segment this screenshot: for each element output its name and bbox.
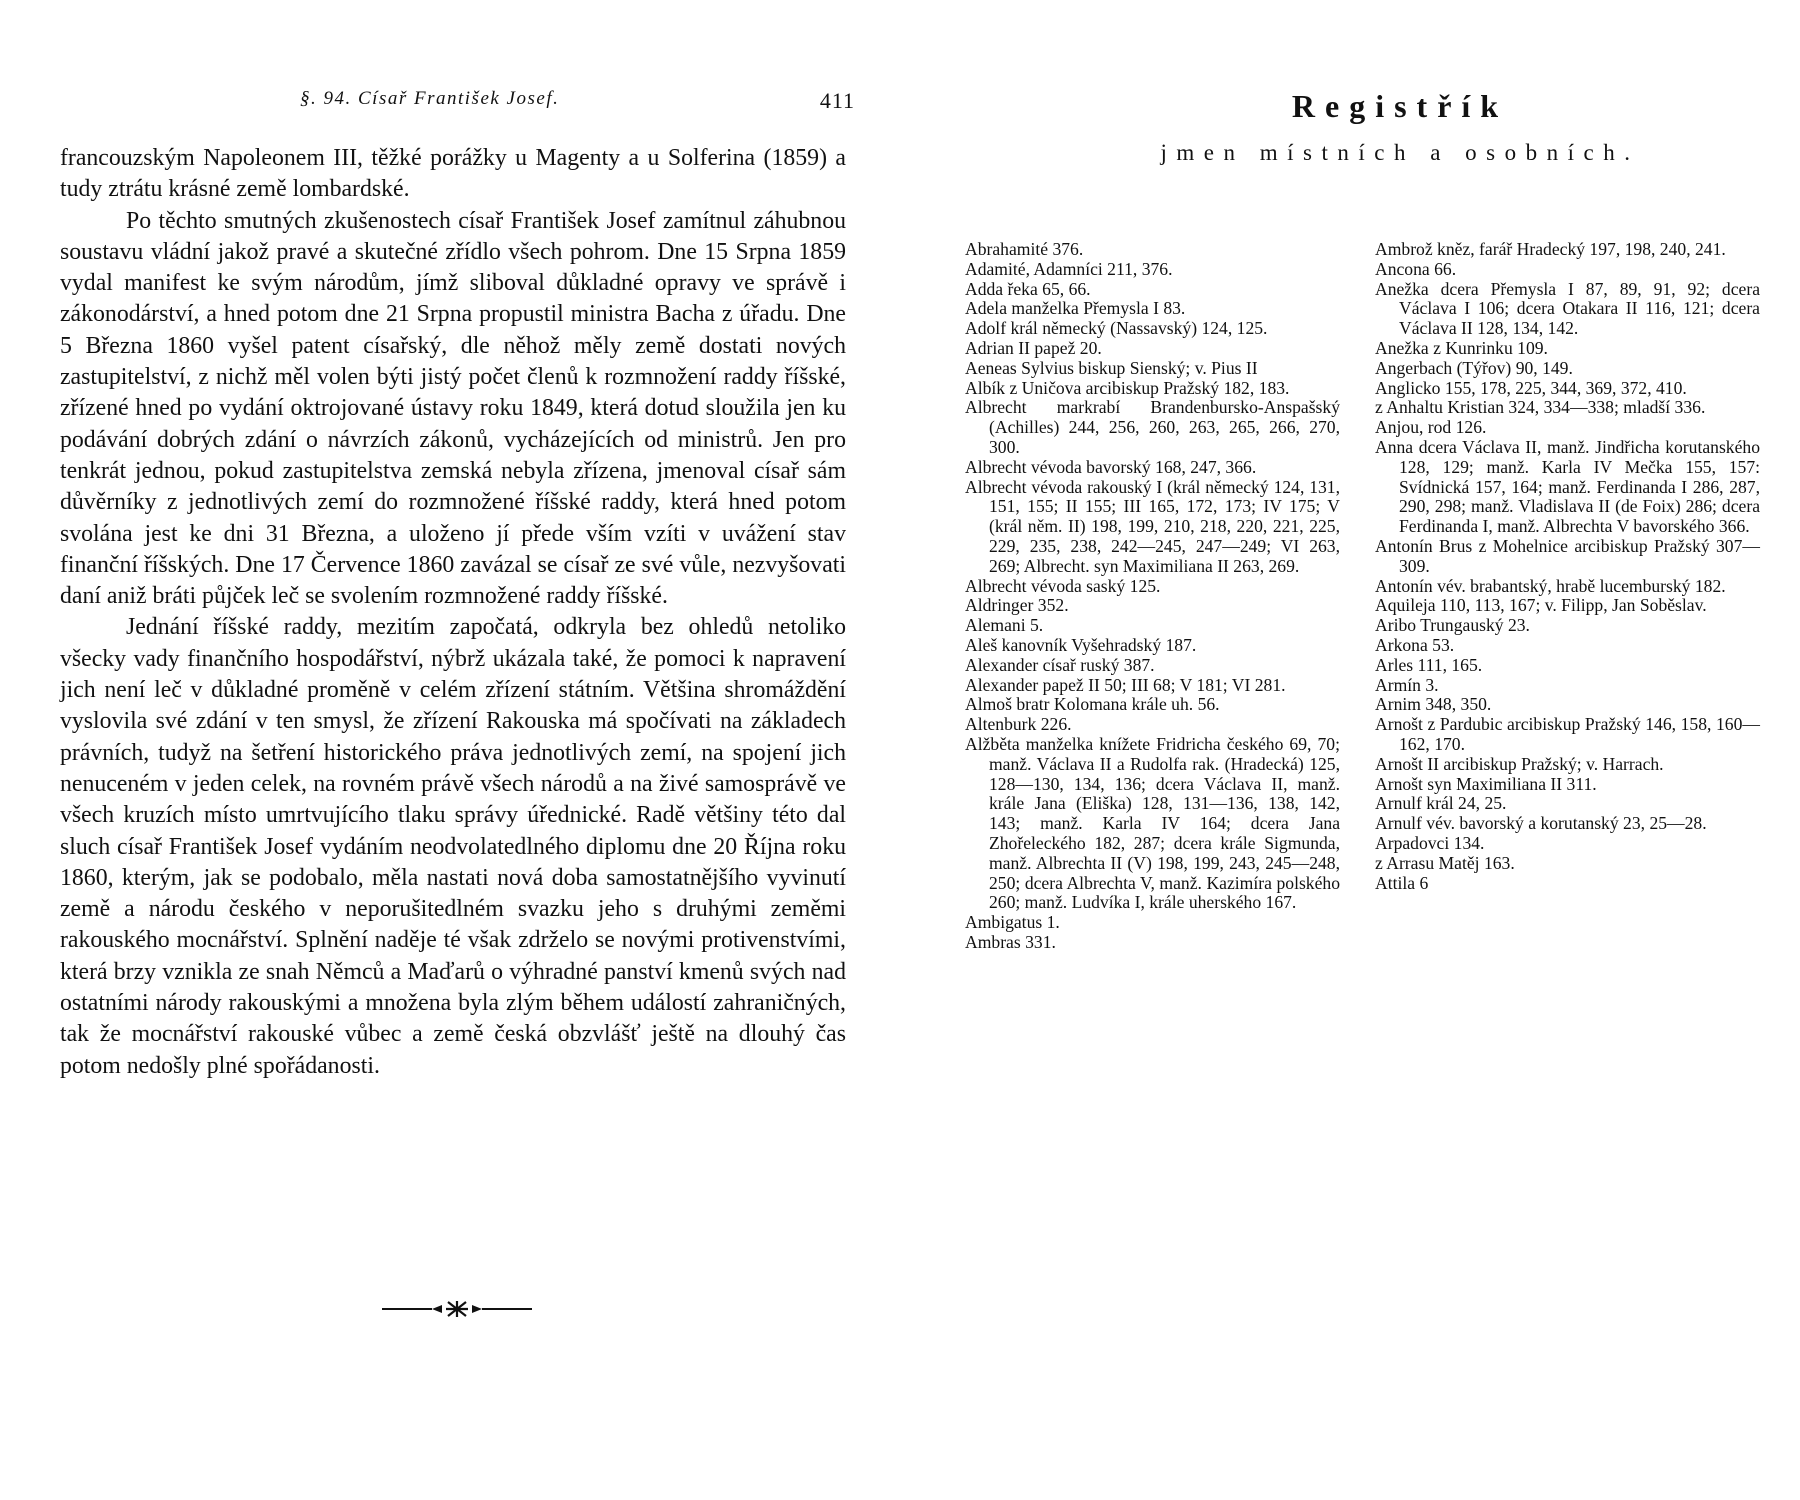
register-entry: Angerbach (Týřov) 90, 149.: [1375, 357, 1573, 378]
register-entry: Albrecht vévoda rakouský I (král německý 124, 131, 151, 155; II 155; III 165, 172, 173; IV 175; V (král něm. II) 198, 199, 210, 218, 220, 221, 225, 229, 235, 238, 242—245, 247—249; VI 263, 269; Albrecht. syn Maximiliana II 263, 269.: [965, 476, 1340, 576]
paragraph: francouzským Napoleonem III, těžké porážky u Magenty a u Solferina (1859) a tudy ztrátu krásné země lombardské.: [60, 145, 846, 203]
register-entry: Aribo Trungauský 23.: [1375, 615, 1530, 636]
end-ornament-icon: [382, 1297, 532, 1321]
register-entry: Antonín Brus z Mohelnice arcibiskup Pražský 307—309.: [1375, 535, 1760, 576]
register-entry: Alexander císař ruský 387.: [965, 654, 1155, 675]
register-entry: Ambrož kněz, farář Hradecký 197, 198, 240, 241.: [1375, 239, 1726, 259]
register-entry: Arnošt z Pardubic arcibiskup Pražský 146, 158, 160—162, 170.: [1375, 714, 1760, 754]
register-entry: Alemani 5.: [965, 615, 1044, 636]
register-subtitle: jmen místních a osobních.: [1160, 140, 1640, 165]
register-entry: Albrecht vévoda bavorský 168, 247, 366.: [965, 456, 1257, 477]
register-column-2: [1375, 240, 1760, 893]
register-column-1: [965, 240, 1340, 953]
paragraph: Po těchto smutných zkušenostech císař František Josef zamítnul záhubnou soustavu vládní jakož pravé a skutečné zřídlo všech pohrom. Dne 15 Srpna 1859 vydal manifest ke svým národům, jímž sliboval důkladné opravy ve správě i zákonodárství, a hned potom dne 21 Srpna propustil ministra Bacha z úřadu. Dne 5 Března 1860 vyšel patent císařský, dle něhož měly země dostati nových zastupitelství, z nichž měl volen býti jistý počet členů k rozmnožení raddy říšské, zřízené hned po vydání oktrojované ústavy roku 1849, která dotud sloužila jen ku podávání dobrých zdání o návrzích zákonů, vycházejících od ministrů. Jen pro tenkrát jednou, pokud zastupitelstva zemská nebyla zřízena, jmenoval císař sám důvěrníky z jednotlivých zemí do rozmnožené říšské raddy, která hned potom svolána jest ke dni 31 Března, a uloženo jí přede vším vzíti v uvážení stav finanční říšských. Dne 17 Července 1860 zavázal se císař ze své vůle, nezvyšovati daní aniž bráti půjček leč se svolením rozmnožené raddy říšské.: [60, 207, 846, 610]
register-entry: Albrecht markrabí Brandenbursko-Anspašský (Achilles) 244, 256, 260, 263, 265, 266, 270, 300.: [965, 397, 1340, 457]
register-entry: Arkona 53.: [1375, 634, 1455, 655]
register-entry: Anežka z Kunrinku 109.: [1375, 337, 1548, 358]
register-entry: Aldringer 352.: [965, 595, 1069, 616]
register-entry: Aleš kanovník Vyšehradský 187.: [965, 634, 1197, 655]
paragraph: Jednání říšské raddy, mezitím započatá, odkryla bez ohledů netoliko všecky vady finančního hospodářství, nýbrž ukázala také, že pomoci k napravení jich není leč v důkladné proměně v celém zřízení státním. Většina shromáždění vyslovila své zdání v ten smysl, že zřízení Rakouska má spočívati na základech právních, tudyž na šetření historického práva jednotlivých zemí, na spojení jich nenuceném v jeden celek, na rovném právě všech národů a na živé samosprávě ve všech kruzích místo umrtvujícího tlaku správy úřednické. Radě většiny této dal sluch císař František Josef vydáním neodvolatedlného diplomu dne 20 Října roku 1860, kterým, jak se podobalo, měla nastati nová doba samostatnějšího vyvinutí země a národu českého v neporušitedlném svazku jeho s druhými zeměmi rakouského mocnářství. Splnění naděje té však zdrželo se novými protivenstvími, která brzy vznikla ze snah Němců a Maďarů o výhradné panství kmenů svých nad ostatními národy rakouskými a množena byla zlým během událostí zahraničných, tak že mocnářství rakouské vůbec a země česká obzvlášť ještě na dlouhý čas potom nedošly plné spořádanosti.: [60, 614, 846, 1079]
register-entry: Ambigatus 1.: [965, 912, 1060, 933]
register-entry: Aeneas Sylvius biskup Sienský; v. Pius II: [965, 357, 1258, 378]
register-entry: Attila 6: [1375, 872, 1429, 893]
register-entry: Arles 111, 165.: [1375, 654, 1483, 675]
register-entry: Arnulf vév. bavorský a korutanský 23, 25—28.: [1375, 813, 1707, 834]
register-entry: Adela manželka Přemysla I 83.: [965, 298, 1186, 319]
register-entry: Almoš bratr Kolomana krále uh. 56.: [965, 694, 1220, 715]
register-entry: Antonín vév. brabantský, hrabě lucemburský 182.: [1375, 575, 1726, 596]
register-entry: Adamité, Adamníci 211, 376.: [965, 258, 1173, 279]
register-entry: Arnulf král 24, 25.: [1375, 793, 1507, 814]
register-entry: Arnošt syn Maximiliana II 311.: [1375, 773, 1597, 794]
page-number: 411: [819, 88, 855, 113]
register-entry: Arnošt II arcibiskup Pražský; v. Harrach.: [1375, 753, 1664, 774]
register-entry: z Arrasu Matěj 163.: [1375, 852, 1515, 873]
body-text: [60, 143, 846, 1082]
register-entry: Anna dcera Václava II, manž. Jindřicha korutanského 128, 129; manž. Karla IV Mečka 155, 157: Svídnická 157, 164; manž. Ferdinanda I 286, 287, 290, 298; manž. Vladislava II (de Foix) 286; dcera Ferdinanda I, manž. Albrechta V bavorského 366.: [1375, 436, 1760, 537]
register-entry: Adda řeka 65, 66.: [965, 278, 1091, 299]
register-entry: Armín 3.: [1375, 674, 1439, 695]
register-entry: Alžběta manželka knížete Fridricha českého 69, 70; manž. Václava II a Rudolfa rak. (Hradecká) 125, 128—130, 134, 136; dcera Václava II, manž. krále Jana (Eliška) 128, 131—136, 138, 142, 143; manž. Karla IV 164; dcera Jana Zhořeleckého 182, 287; dcera krále Sigmunda, manž. Albrechta II (V) 198, 199, 243, 245—248, 250; dcera Albrechta V, manž. Kazimíra polského 260; manž. Ludvíka I, krále uherského 167.: [965, 733, 1340, 913]
running-head: [300, 88, 855, 118]
register-entry: Ambras 331.: [965, 931, 1056, 952]
register-entry: Ancona 66.: [1375, 258, 1457, 279]
register-entry: z Anhaltu Kristian 324, 334—338; mladší 336.: [1375, 397, 1706, 418]
register-entry: Albík z Uničova arcibiskup Pražský 182, 183.: [965, 377, 1290, 398]
register-entry: Altenburk 226.: [965, 714, 1072, 735]
register-entry: Alexander papež II 50; III 68; V 181; VI 281.: [965, 674, 1286, 695]
register-entry: Anglicko 155, 178, 225, 344, 369, 372, 410.: [1375, 377, 1687, 398]
register-entry: Arpadovci 134.: [1375, 832, 1485, 853]
running-title: §. 94. Císař František Josef.: [300, 88, 560, 109]
register-entry: Aquileja 110, 113, 167; v. Filipp, Jan Soběslav.: [1375, 595, 1707, 616]
register-title: Registřík: [1291, 88, 1509, 124]
register-entry: Albrecht vévoda saský 125.: [965, 575, 1161, 596]
register-entry: Adolf král německý (Nassavský) 124, 125.: [965, 318, 1268, 339]
right-page: [900, 0, 1800, 1500]
register-entry: Arnim 348, 350.: [1375, 694, 1492, 715]
register-entry: Anežka dcera Přemysla I 87, 89, 91, 92; dcera Václava I 106; dcera Otakara II 116, 121; dcera Václava II 128, 134, 142.: [1375, 278, 1760, 339]
register-entry: Adrian II papež 20.: [965, 337, 1102, 358]
register-entry: Abrahamité 376.: [965, 239, 1084, 259]
register-entry: Anjou, rod 126.: [1375, 417, 1487, 438]
